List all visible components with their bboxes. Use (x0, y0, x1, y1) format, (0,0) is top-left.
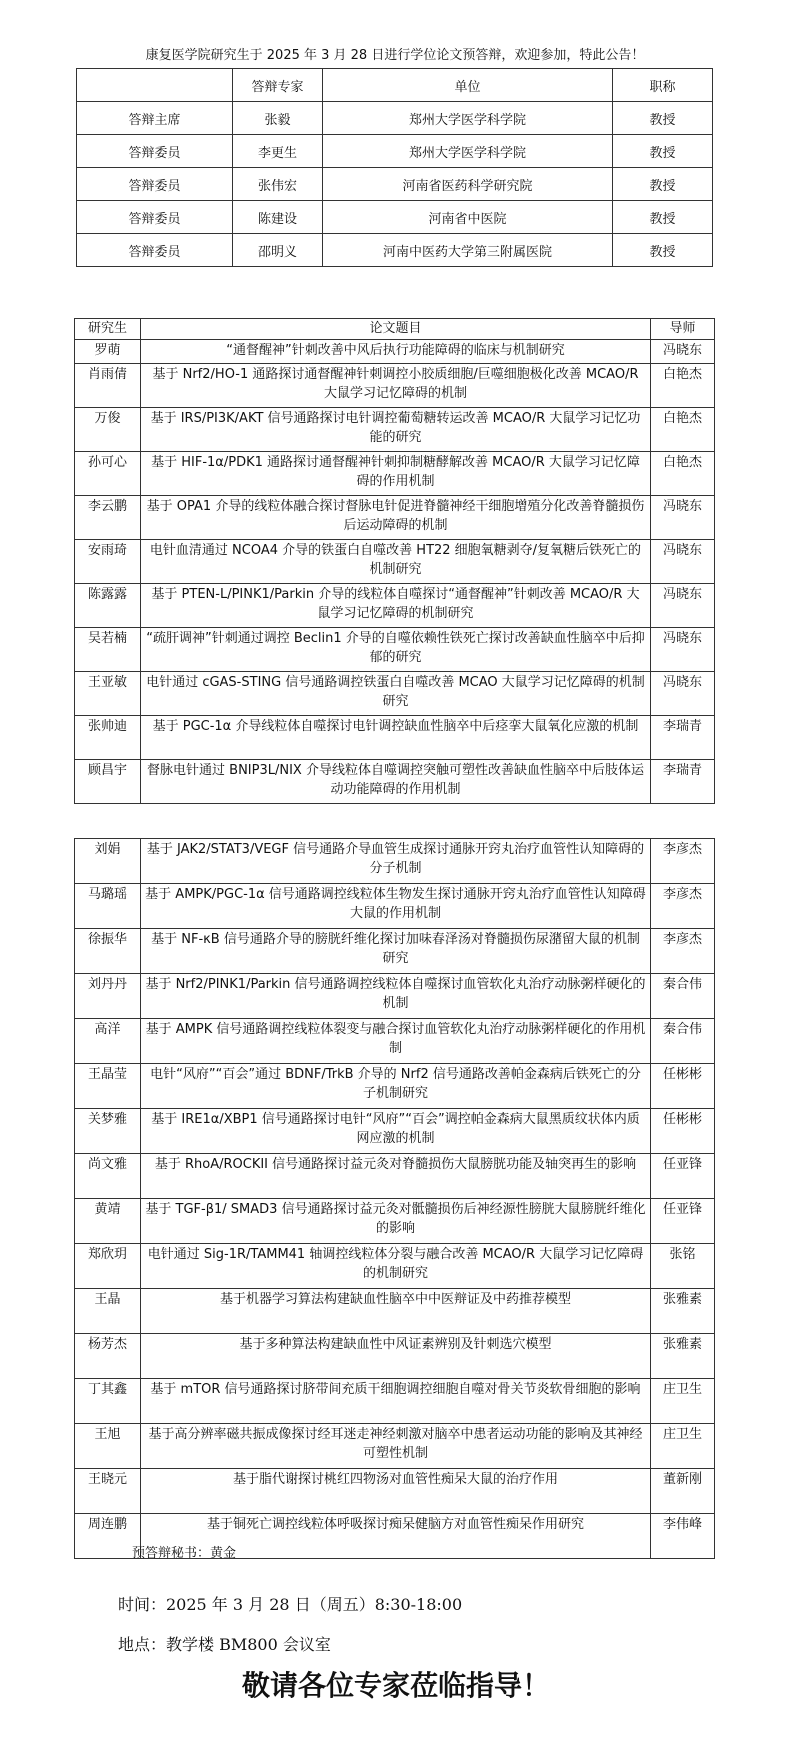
advisor-name: 冯晓东 (651, 672, 715, 716)
student-name: 王亚敏 (75, 672, 141, 716)
student-row (75, 1424, 715, 1469)
advisor-name: 任彬彬 (651, 1064, 715, 1109)
advisor-name: 冯晓东 (651, 628, 715, 672)
thesis-title: 基于机器学习算法构建缺血性脑卒中中医辩证及中药推荐模型 (141, 1289, 651, 1334)
thesis-title: 基于脂代谢探讨桃红四物汤对血管性痴呆大鼠的治疗作用 (141, 1469, 651, 1514)
thesis-title: 基于高分辨率磁共振成像探讨经耳迷走神经刺激对脑卒中患者运动功能的影响及其神经可塑性机制 (141, 1424, 651, 1469)
committee-cell: 张伟宏 (233, 168, 323, 201)
student-name: 王晶莹 (75, 1064, 141, 1109)
advisor-name: 白艳杰 (651, 364, 715, 408)
student-name: 黄靖 (75, 1199, 141, 1244)
student-row (75, 364, 715, 408)
student-row (75, 628, 715, 672)
committee-header-row (77, 69, 713, 102)
advisor-name: 张铭 (651, 1244, 715, 1289)
student-name: 肖雨倩 (75, 364, 141, 408)
student-row (75, 496, 715, 540)
committee-cell: 答辩委员 (77, 201, 233, 234)
student-name: 刘娟 (75, 839, 141, 884)
committee-header-cell: 职称 (613, 69, 713, 102)
thesis-title: 基于 Nrf2/PINK1/Parkin 信号通路调控线粒体自噬探讨血管软化丸治疗动脉粥样硬化的机制 (141, 974, 651, 1019)
place-line: 地点：教学楼 BM800 会议室 (118, 1635, 331, 1654)
advisor-name: 李瑞青 (651, 716, 715, 760)
thesis-title: 基于 TGF-β1/ SMAD3 信号通路探讨益元灸对骶髓损伤后神经源性膀胱大鼠膀胱纤维化的影响 (141, 1199, 651, 1244)
students-table-2 (74, 838, 715, 1559)
thesis-title: 基于 OPA1 介导的线粒体融合探讨督脉电针促进脊髓神经干细胞增殖分化改善脊髓损伤后运动障碍的机制 (141, 496, 651, 540)
thesis-title: 电针“风府”“百会”通过 BDNF/TrkB 介导的 Nrf2 信号通路改善帕金森病后铁死亡的分子机制研究 (141, 1064, 651, 1109)
advisor-name: 李彦杰 (651, 839, 715, 884)
time-line: 时间：2025 年 3 月 28 日（周五）8:30-18:00 (118, 1595, 463, 1614)
advisor-name: 冯晓东 (651, 340, 715, 364)
advisor-name: 白艳杰 (651, 408, 715, 452)
committee-cell: 答辩委员 (77, 168, 233, 201)
thesis-title: 基于 PGC-1α 介导线粒体自噬探讨电针调控缺血性脑卒中后痉挛大鼠氧化应激的机制 (141, 716, 651, 760)
thesis-title: 基于 IRE1α/XBP1 信号通路探讨电针“风府”“百会”调控帕金森病大鼠黑质纹状体内质网应激的机制 (141, 1109, 651, 1154)
student-name: 王旭 (75, 1424, 141, 1469)
student-row (75, 1469, 715, 1514)
student-name: 马璐瑶 (75, 884, 141, 929)
student-row (75, 760, 715, 804)
student-row (75, 1379, 715, 1424)
thesis-title: 基于 HIF-1α/PDK1 通路探讨通督醒神针刺抑制糖酵解改善 MCAO/R 大鼠学习记忆障碍的作用机制 (141, 452, 651, 496)
committee-cell: 答辩主席 (77, 102, 233, 135)
committee-cell: 河南省中医院 (323, 201, 613, 234)
thesis-title: 基于 NF-κB 信号通路介导的膀胱纤维化探讨加味春泽汤对脊髓损伤尿潴留大鼠的机制研究 (141, 929, 651, 974)
advisor-name: 冯晓东 (651, 584, 715, 628)
student-row (75, 340, 715, 364)
advisor-name: 白艳杰 (651, 452, 715, 496)
student-name: 关梦雅 (75, 1109, 141, 1154)
student-name: 徐振华 (75, 929, 141, 974)
advisor-name: 庄卫生 (651, 1424, 715, 1469)
thesis-title: 督脉电针通过 BNIP3L/NIX 介导线粒体自噬调控突触可塑性改善缺血性脑卒中后肢体运动功能障碍的作用机制 (141, 760, 651, 804)
students-header-cell: 导师 (651, 319, 715, 340)
committee-header-cell: 单位 (323, 69, 613, 102)
advisor-name: 冯晓东 (651, 496, 715, 540)
advisor-name: 秦合伟 (651, 1019, 715, 1064)
committee-cell: 答辩委员 (77, 234, 233, 267)
thesis-title: 基于 PTEN-L/PINK1/Parkin 介导的线粒体自噬探讨“通督醒神”针刺改善 MCAO/R 大鼠学习记忆障碍的机制研究 (141, 584, 651, 628)
thesis-title: 电针血清通过 NCOA4 介导的铁蛋白自噬改善 HT22 细胞氧糖剥夺/复氧糖后铁死亡的机制研究 (141, 540, 651, 584)
thesis-title: 基于 mTOR 信号通路探讨脐带间充质干细胞调控细胞自噬对骨关节炎软骨细胞的影响 (141, 1379, 651, 1424)
committee-row (77, 135, 713, 168)
student-row (75, 1154, 715, 1199)
students-header-row (75, 319, 715, 340)
student-row (75, 584, 715, 628)
student-name: 高洋 (75, 1019, 141, 1064)
committee-header-cell: 答辩专家 (233, 69, 323, 102)
student-row (75, 540, 715, 584)
students-header-cell: 论文题目 (141, 319, 651, 340)
committee-header-cell (77, 69, 233, 102)
advisor-name: 李彦杰 (651, 929, 715, 974)
student-name: 杨芳杰 (75, 1334, 141, 1379)
student-name: 丁其鑫 (75, 1379, 141, 1424)
student-name: 周连鹏 (75, 1514, 141, 1559)
advisor-name: 张雅素 (651, 1289, 715, 1334)
student-row (75, 929, 715, 974)
thesis-title: 基于 AMPK/PGC-1α 信号通路调控线粒体生物发生探讨通脉开窍丸治疗血管性认知障碍大鼠的作用机制 (141, 884, 651, 929)
thesis-title: 基于铜死亡调控线粒体呼吸探讨痴呆健脑方对血管性痴呆作用研究 (141, 1514, 651, 1559)
student-row (75, 1109, 715, 1154)
committee-cell: 张毅 (233, 102, 323, 135)
thesis-title: 电针通过 cGAS-STING 信号通路调控铁蛋白自噬改善 MCAO 大鼠学习记忆障碍的机制研究 (141, 672, 651, 716)
invitation-line: 敬请各位专家莅临指导！ (241, 1669, 550, 1702)
student-row (75, 1289, 715, 1334)
student-name: 尚文雅 (75, 1154, 141, 1199)
committee-cell: 邵明义 (233, 234, 323, 267)
committee-cell: 郑州大学医学科学院 (323, 135, 613, 168)
secretary-line: 预答辩秘书：黄金 (132, 1546, 237, 1561)
committee-cell: 教授 (613, 168, 713, 201)
committee-cell: 教授 (613, 234, 713, 267)
student-row (75, 1199, 715, 1244)
student-row (75, 839, 715, 884)
student-row (75, 974, 715, 1019)
advisor-name: 张雅素 (651, 1334, 715, 1379)
advisor-name: 冯晓东 (651, 540, 715, 584)
committee-cell: 教授 (613, 102, 713, 135)
advisor-name: 任亚锋 (651, 1199, 715, 1244)
committee-cell: 李更生 (233, 135, 323, 168)
student-row (75, 452, 715, 496)
committee-cell: 答辩委员 (77, 135, 233, 168)
committee-row (77, 168, 713, 201)
student-name: 安雨琦 (75, 540, 141, 584)
notice-heading: 康复医学院研究生于 2025 年 3 月 28 日进行学位论文预答辩，欢迎参加，特此公告！ (145, 48, 645, 63)
advisor-name: 李瑞青 (651, 760, 715, 804)
advisor-name: 任彬彬 (651, 1109, 715, 1154)
advisor-name: 任亚锋 (651, 1154, 715, 1199)
student-row (75, 1019, 715, 1064)
advisor-name: 李彦杰 (651, 884, 715, 929)
student-name: 李云鹏 (75, 496, 141, 540)
student-row (75, 408, 715, 452)
student-name: 吴若楠 (75, 628, 141, 672)
student-name: 王晶 (75, 1289, 141, 1334)
advisor-name: 董新刚 (651, 1469, 715, 1514)
student-row (75, 1334, 715, 1379)
students-table-1 (74, 318, 715, 804)
committee-cell: 河南省医药科学研究院 (323, 168, 613, 201)
student-name: 万俊 (75, 408, 141, 452)
thesis-title: 基于 IRS/PI3K/AKT 信号通路探讨电针调控葡萄糖转运改善 MCAO/R 大鼠学习记忆功能的研究 (141, 408, 651, 452)
thesis-title: “疏肝调神”针刺通过调控 Beclin1 介导的自噬依赖性铁死亡探讨改善缺血性脑卒中后抑郁的研究 (141, 628, 651, 672)
student-name: 刘丹丹 (75, 974, 141, 1019)
student-name: 张帅迪 (75, 716, 141, 760)
thesis-title: 基于 AMPK 信号通路调控线粒体裂变与融合探讨血管软化丸治疗动脉粥样硬化的作用机制 (141, 1019, 651, 1064)
committee-row (77, 234, 713, 267)
committee-cell: 郑州大学医学科学院 (323, 102, 613, 135)
student-name: 王晓元 (75, 1469, 141, 1514)
student-name: 顾昌宇 (75, 760, 141, 804)
committee-cell: 教授 (613, 135, 713, 168)
students-header-cell: 研究生 (75, 319, 141, 340)
committee-cell: 河南中医药大学第三附属医院 (323, 234, 613, 267)
student-row (75, 672, 715, 716)
advisor-name: 庄卫生 (651, 1379, 715, 1424)
thesis-title: 基于 RhoA/ROCKII 信号通路探讨益元灸对脊髓损伤大鼠膀胱功能及轴突再生的影响 (141, 1154, 651, 1199)
thesis-title: 基于 Nrf2/HO-1 通路探讨通督醒神针刺调控小胶质细胞/巨噬细胞极化改善 MCAO/R 大鼠学习记忆障碍的机制 (141, 364, 651, 408)
student-row (75, 1244, 715, 1289)
advisor-name: 秦合伟 (651, 974, 715, 1019)
committee-cell: 陈建设 (233, 201, 323, 234)
thesis-title: 基于 JAK2/STAT3/VEGF 信号通路介导血管生成探讨通脉开窍丸治疗血管性认知障碍的分子机制 (141, 839, 651, 884)
committee-cell: 教授 (613, 201, 713, 234)
student-row (75, 1064, 715, 1109)
committee-table (76, 68, 713, 267)
student-name: 陈露露 (75, 584, 141, 628)
thesis-title: “通督醒神”针刺改善中风后执行功能障碍的临床与机制研究 (141, 340, 651, 364)
advisor-name: 李伟峰 (651, 1514, 715, 1559)
thesis-title: 电针通过 Sig-1R/TAMM41 轴调控线粒体分裂与融合改善 MCAO/R 大鼠学习记忆障碍的机制研究 (141, 1244, 651, 1289)
student-row (75, 884, 715, 929)
student-name: 罗萌 (75, 340, 141, 364)
student-name: 郑欣玥 (75, 1244, 141, 1289)
student-name: 孙可心 (75, 452, 141, 496)
thesis-title: 基于多种算法构建缺血性中风证素辨别及针刺选穴模型 (141, 1334, 651, 1379)
committee-row (77, 201, 713, 234)
student-row (75, 716, 715, 760)
committee-row (77, 102, 713, 135)
